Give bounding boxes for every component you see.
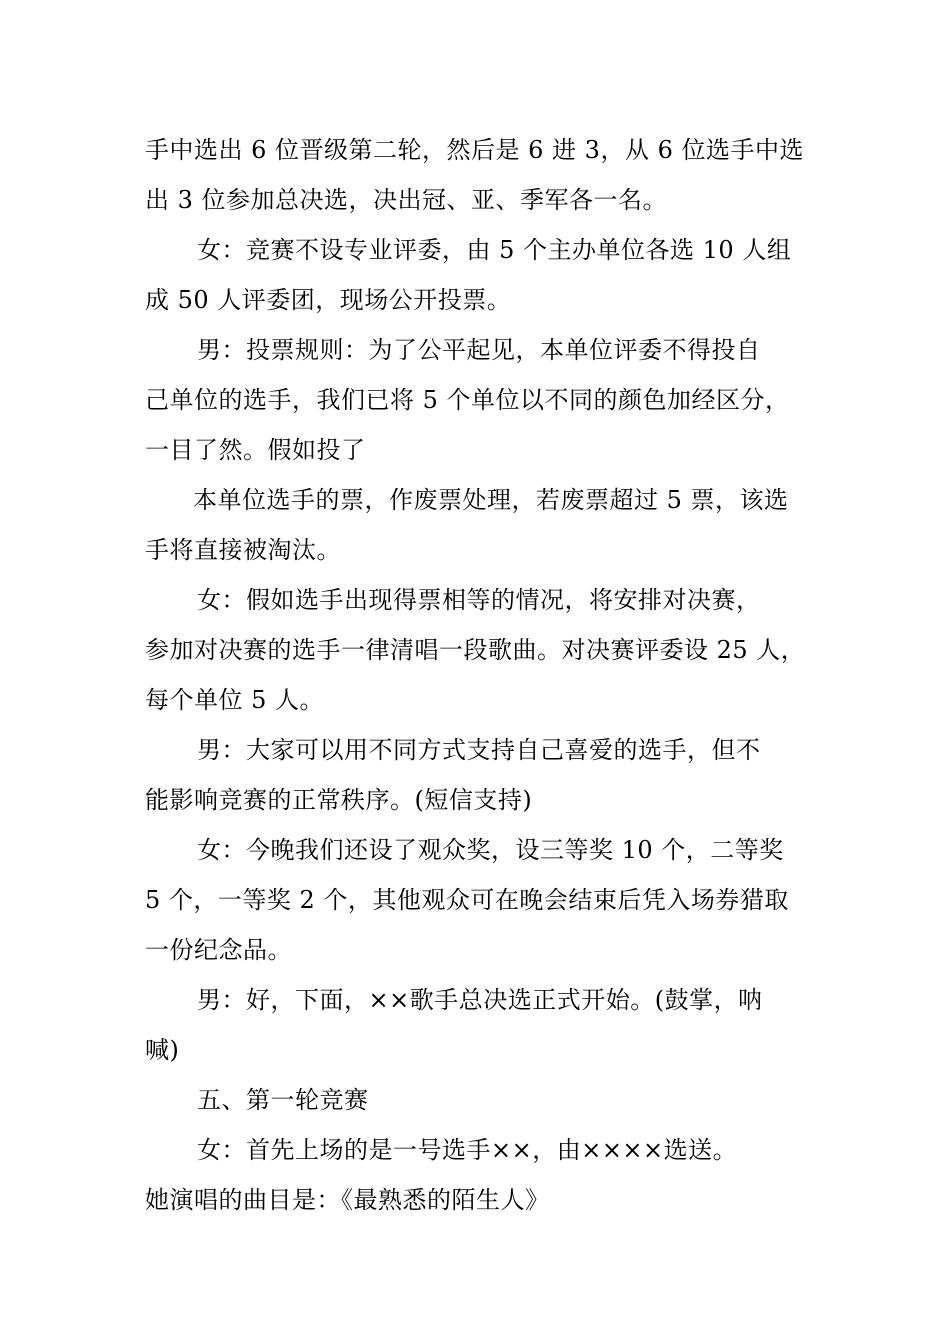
text-line: 参加对决赛的选手一律清唱一段歌曲。对决赛评委设 25 人， [145, 636, 806, 664]
section-heading: 五、第一轮竞赛 [197, 1086, 369, 1114]
text-line: 手中选出 6 位晋级第二轮，然后是 6 进 3，从 6 位选手中选 [145, 136, 804, 164]
text-line: 5 个，一等奖 2 个，其他观众可在晚会结束后凭入场券猎取 [145, 886, 789, 914]
text-line: 她演唱的曲目是：《最熟悉的陌生人》 [145, 1186, 550, 1214]
text-line: 手将直接被淘汰。 [145, 536, 341, 564]
text-line: 女：假如选手出现得票相等的情况，将安排对决赛， [197, 586, 761, 614]
text-line: 一目了然。假如投了 [145, 436, 366, 464]
text-line: 本单位选手的票，作废票处理，若废票超过 5 票，该选 [193, 486, 789, 514]
text-line: 一份纪念品。 [145, 936, 292, 964]
text-line: 男：大家可以用不同方式支持自己喜爱的选手，但不 [197, 736, 761, 764]
text-line: 每个单位 5 人。 [145, 686, 325, 714]
text-line: 己单位的选手，我们已将 5 个单位以不同的颜色加经区分， [145, 386, 790, 414]
text-line: 女：首先上场的是一号选手××，由××××选送。 [197, 1136, 738, 1164]
text-line: 能影响竞赛的正常秩序。(短信支持) [145, 786, 533, 814]
text-line: 出 3 位参加总决选，决出冠、亚、季军各一名。 [145, 186, 668, 214]
text-line: 男：好，下面，××歌手总决选正式开始。(鼓掌，呐 [197, 986, 763, 1014]
text-line: 男：投票规则：为了公平起见，本单位评委不得投自 [197, 336, 761, 364]
text-line: 女：竞赛不设专业评委，由 5 个主办单位各选 10 人组 [197, 236, 792, 264]
text-line: 成 50 人评委团，现场公开投票。 [145, 286, 512, 314]
text-line: 喊) [145, 1036, 180, 1064]
text-line: 女：今晚我们还设了观众奖，设三等奖 10 个，二等奖 [197, 836, 784, 864]
